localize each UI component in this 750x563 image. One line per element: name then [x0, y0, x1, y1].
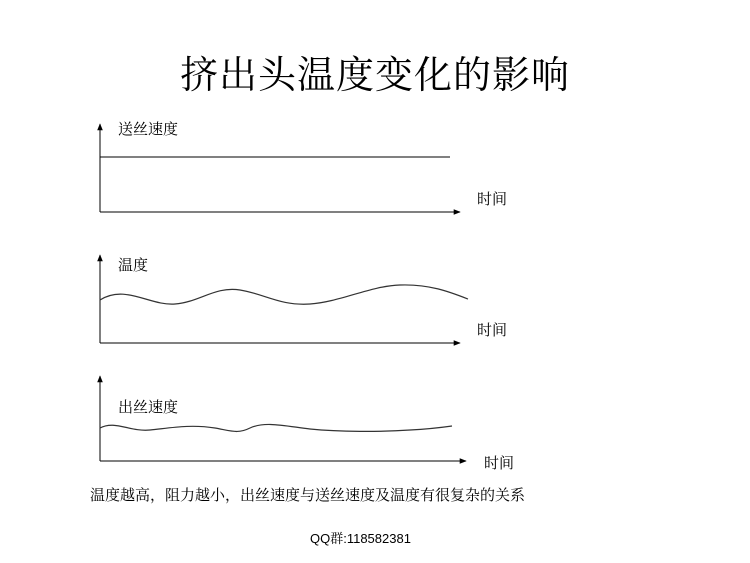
panel1-xlabel: 时间 [477, 190, 508, 208]
panel1-ylabel: 送丝速度 [118, 120, 179, 138]
panel3-xlabel: 时间 [484, 454, 515, 472]
caption-text: 温度越高，阻力越小，出丝速度与送丝速度及温度有很复杂的关系 [90, 486, 526, 504]
footer-qq: QQ群:118582381 [310, 531, 411, 546]
panel2-xlabel: 时间 [477, 321, 508, 339]
page-title: 挤出头温度变化的影响 [179, 53, 570, 97]
panel3-ylabel: 出丝速度 [118, 398, 179, 416]
panel-temperature [100, 255, 468, 343]
panel2-ylabel: 温度 [118, 256, 149, 274]
panel3-curve [100, 424, 452, 431]
panel2-curve [100, 285, 468, 304]
panel-output-speed [100, 376, 466, 461]
